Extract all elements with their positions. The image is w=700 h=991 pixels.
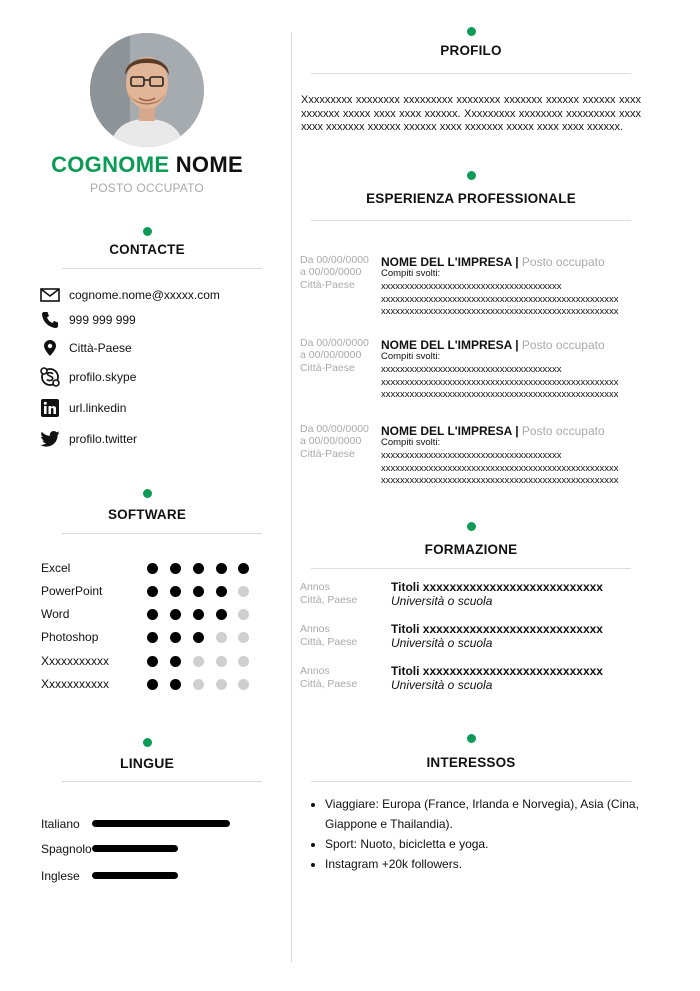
job-date-from: Da 00/00/0000 xyxy=(300,254,369,266)
profile-rule xyxy=(311,73,631,74)
location-pin-icon xyxy=(40,338,60,358)
interests-rule xyxy=(311,781,631,782)
languages-rule xyxy=(62,781,262,782)
skill-dot xyxy=(147,586,158,597)
job-date-to: a 00/00/0000 xyxy=(300,349,362,361)
tasks-label: Compiti svolti: xyxy=(381,437,441,448)
skill-dot xyxy=(147,563,158,574)
section-marker-dot xyxy=(143,227,152,236)
software-name: Xxxxxxxxxxx xyxy=(41,677,110,691)
education-years: Annos xyxy=(300,623,330,635)
software-rule xyxy=(62,533,262,534)
skill-dot xyxy=(147,632,158,643)
education-school: Università o scuola xyxy=(391,594,493,608)
software-name: PowerPoint xyxy=(41,584,103,598)
skill-dot xyxy=(238,586,249,597)
education-years: Annos xyxy=(300,581,330,593)
skill-dot xyxy=(170,679,181,690)
skill-dot xyxy=(216,563,227,574)
envelope-icon xyxy=(40,285,60,305)
contacts-title: CONTACTE xyxy=(109,242,185,257)
skill-dot xyxy=(216,586,227,597)
contact-email xyxy=(40,285,220,305)
company-name: NOME DEL L'IMPRESA | xyxy=(381,424,519,438)
company-name: NOME DEL L'IMPRESA | xyxy=(381,338,519,352)
company-name: NOME DEL L'IMPRESA | xyxy=(381,255,519,269)
job-position-title: Posto occupato xyxy=(521,255,605,269)
software-name: Word xyxy=(41,607,70,621)
linkedin-text: url.linkedin xyxy=(69,401,127,415)
section-marker-dot xyxy=(143,489,152,498)
skype-icon xyxy=(40,367,60,387)
software-name: Xxxxxxxxxxx xyxy=(41,654,110,668)
job-position-title: Posto occupato xyxy=(521,424,605,438)
job-heading xyxy=(381,338,605,352)
task-line: xxxxxxxxxxxxxxxxxxxxxxxxxxxxxxxxxxxxxx xyxy=(381,450,562,461)
twitter-text: profilo.twitter xyxy=(69,432,138,446)
language-level-bar xyxy=(92,820,230,827)
list-item: • Viaggiare: Europa (France, Irlanda e Norvegia), Asia (Cina, Giappone e Thailandia). xyxy=(325,794,670,834)
task-line: xxxxxxxxxxxxxxxxxxxxxxxxxxxxxxxxxxxxxxxxxxxxxxxxxx xyxy=(381,293,619,305)
skill-dot xyxy=(147,656,158,667)
contact-skype xyxy=(40,367,136,387)
job-location: Città-Paese xyxy=(300,362,355,374)
section-marker-dot xyxy=(467,734,476,743)
phone-text: 999 999 999 xyxy=(69,313,136,327)
job-position: POSTO OCCUPATO xyxy=(90,181,204,195)
contact-phone xyxy=(40,310,136,330)
education-title-text: Titoli xxxxxxxxxxxxxxxxxxxxxxxxxxx xyxy=(391,664,603,678)
interests-title: INTERESSOS xyxy=(426,755,516,770)
education-rule xyxy=(311,568,631,569)
skill-dot xyxy=(147,679,158,690)
skill-dot xyxy=(170,586,181,597)
education-title: FORMAZIONE xyxy=(424,542,518,557)
skill-dot xyxy=(193,656,204,667)
skill-dot xyxy=(238,563,249,574)
contacts-rule xyxy=(62,268,262,269)
skill-dot xyxy=(147,609,158,620)
profile-title: PROFILO xyxy=(440,43,502,58)
language-level-bar xyxy=(92,872,178,879)
contact-twitter xyxy=(40,429,137,449)
avatar xyxy=(90,33,204,147)
skill-dot xyxy=(238,679,249,690)
education-place: Città, Paese xyxy=(300,594,358,606)
tasks-label: Compiti svolti: xyxy=(381,268,441,279)
skill-dot xyxy=(170,656,181,667)
skill-dot xyxy=(170,563,181,574)
education-school: Università o scuola xyxy=(391,636,493,650)
software-title: SOFTWARE xyxy=(107,507,187,522)
language-name: Italiano xyxy=(41,817,80,831)
skill-dot xyxy=(170,632,181,643)
first-name: NOME xyxy=(175,152,243,177)
languages-title: LINGUE xyxy=(119,755,175,771)
job-date-to: a 00/00/0000 xyxy=(300,266,362,278)
contact-location xyxy=(40,338,132,358)
job-position-title: Posto occupato xyxy=(521,338,605,352)
email-text: cognome.nome@xxxxx.com xyxy=(69,288,220,302)
job-location: Città-Paese xyxy=(300,279,355,291)
task-line: xxxxxxxxxxxxxxxxxxxxxxxxxxxxxxxxxxxxxx xyxy=(381,364,562,375)
section-marker-dot xyxy=(467,171,476,180)
skill-dot xyxy=(216,656,227,667)
software-name: Excel xyxy=(41,561,71,575)
phone-icon xyxy=(40,310,60,330)
education-place: Città, Paese xyxy=(300,636,358,648)
education-title-text: Titoli xxxxxxxxxxxxxxxxxxxxxxxxxxx xyxy=(391,622,603,636)
skill-dot xyxy=(238,609,249,620)
interests-list xyxy=(305,794,670,874)
skill-dot xyxy=(216,609,227,620)
skill-dot xyxy=(238,656,249,667)
skill-dot xyxy=(216,632,227,643)
task-line: xxxxxxxxxxxxxxxxxxxxxxxxxxxxxxxxxxxxxx xyxy=(381,281,562,292)
section-marker-dot xyxy=(143,738,152,747)
list-item: • Instagram +20k followers. xyxy=(325,854,670,874)
skill-dot xyxy=(193,563,204,574)
section-marker-dot xyxy=(467,522,476,531)
task-line: xxxxxxxxxxxxxxxxxxxxxxxxxxxxxxxxxxxxxxxxxxxxxxxxxx xyxy=(381,389,619,400)
education-years: Annos xyxy=(300,665,330,677)
skill-dot xyxy=(216,679,227,690)
profile-text: Xxxxxxxxx xxxxxxxx xxxxxxxxx xxxxxxxx xxxxxxx xxxxxx xxxxxx xxxx xxxxxxx xxxxx xxxx xxxx xxxxxx. Xxxxxxxxx xxxxxxxx xxxxxxxxx xxxxxxxx xxxxxxx xxxxxx xxxxxx xxxx xxxxxxx xxxxx xxxx xxxx xxxxxx. xyxy=(301,94,641,133)
job-date-from: Da 00/00/0000 xyxy=(300,337,369,349)
skill-dot xyxy=(193,586,204,597)
job-heading xyxy=(381,255,605,269)
education-school: Università o scuola xyxy=(391,678,493,692)
job-location: Città-Paese xyxy=(300,448,355,460)
skill-dot xyxy=(238,632,249,643)
profile-photo xyxy=(90,33,204,147)
experience-rule xyxy=(311,220,631,221)
language-level-bar xyxy=(92,845,178,852)
full-name xyxy=(20,152,274,178)
linkedin-icon xyxy=(40,398,60,418)
surname: COGNOME xyxy=(51,152,170,177)
list-item: • Sport: Nuoto, bicicletta e yoga. xyxy=(325,834,670,854)
location-text: Città-Paese xyxy=(69,341,132,355)
skill-dot xyxy=(193,679,204,690)
skill-dot xyxy=(193,632,204,643)
language-name: Inglese xyxy=(41,869,80,883)
skill-dot xyxy=(170,609,181,620)
job-date-to: a 00/00/0000 xyxy=(300,435,362,447)
software-name: Photoshop xyxy=(41,630,99,644)
task-line: xxxxxxxxxxxxxxxxxxxxxxxxxxxxxxxxxxxxxxxxxxxxxxxxxx xyxy=(381,376,619,388)
task-line: xxxxxxxxxxxxxxxxxxxxxxxxxxxxxxxxxxxxxxxxxxxxxxxxxx xyxy=(381,306,619,317)
task-line: xxxxxxxxxxxxxxxxxxxxxxxxxxxxxxxxxxxxxxxxxxxxxxxxxx xyxy=(381,462,619,474)
column-divider xyxy=(291,32,292,962)
job-heading xyxy=(381,424,605,438)
skill-dot xyxy=(193,609,204,620)
education-place: Città, Paese xyxy=(300,678,358,690)
language-name: Spagnolo xyxy=(41,842,92,856)
task-line: xxxxxxxxxxxxxxxxxxxxxxxxxxxxxxxxxxxxxxxxxxxxxxxxxx xyxy=(381,475,619,486)
experience-title: ESPERIENZA PROFESSIONALE xyxy=(366,191,576,206)
skype-text: profilo.skype xyxy=(69,370,137,384)
job-date-from: Da 00/00/0000 xyxy=(300,423,369,435)
education-title-text: Titoli xxxxxxxxxxxxxxxxxxxxxxxxxxx xyxy=(391,580,603,594)
tasks-label: Compiti svolti: xyxy=(381,351,441,362)
twitter-icon xyxy=(40,429,60,449)
contact-linkedin xyxy=(40,398,126,418)
section-marker-dot xyxy=(467,27,476,36)
